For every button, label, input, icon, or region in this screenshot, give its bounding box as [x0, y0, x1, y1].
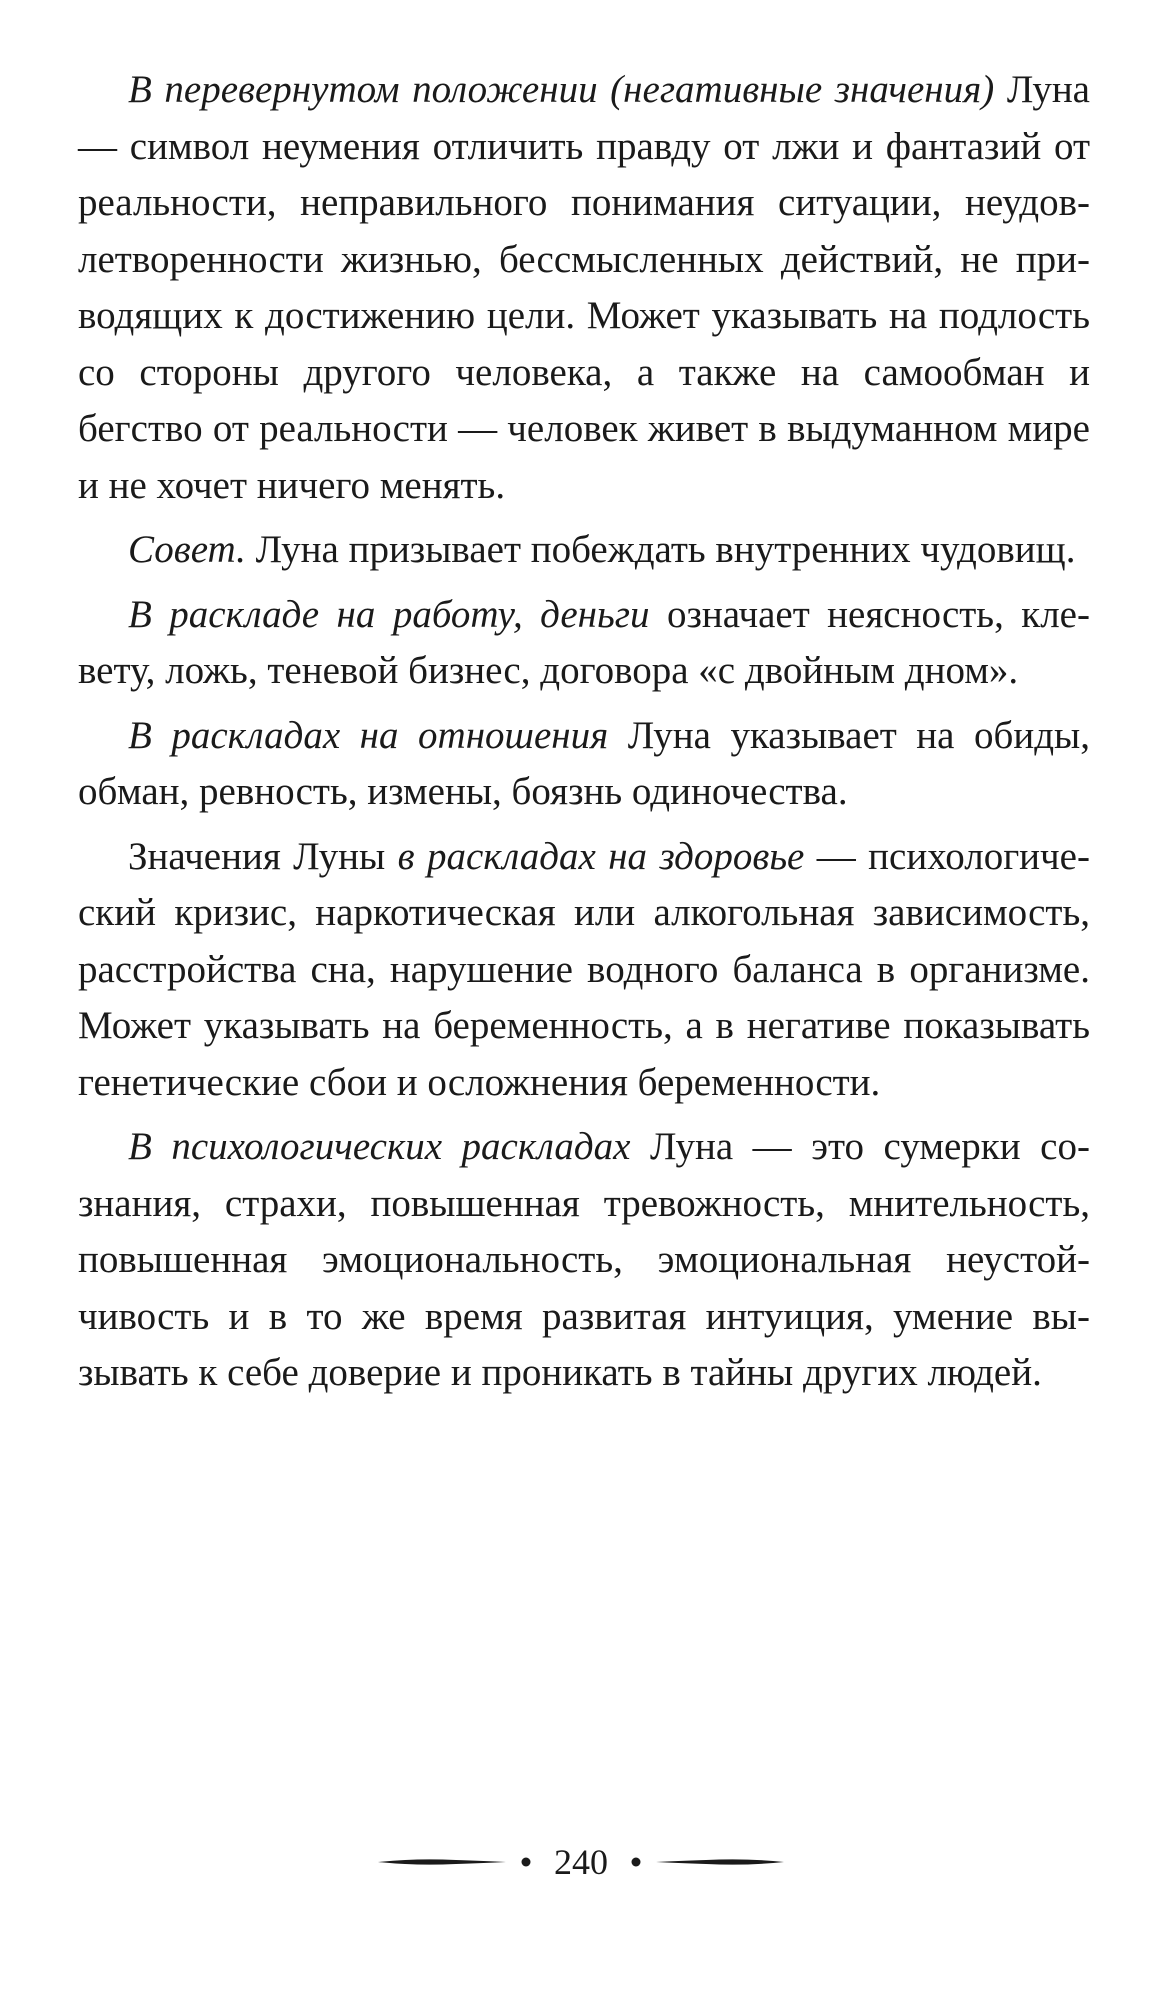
paragraph-italic-lead: В психологических раскладах — [128, 1125, 631, 1168]
left-ornament-icon — [376, 1852, 536, 1872]
paragraph-text: означает неясность, клевету, ложь, теневой бизнес, договора «с двойным дном». — [78, 592, 1090, 692]
paragraph-text: Луна указывает на обиды, обман, ревность, измены, боязнь одиночества. — [78, 713, 1090, 813]
paragraph-reversed — [78, 62, 1090, 514]
paragraph-italic-lead: Совет. — [128, 528, 246, 571]
paragraph-text: — психологический кризис, наркотическая или алкогольная зависимость, расстройства сна, нарушение водного баланса в организме. Может указывать на беременность, а в негативе показывать генетические сбои и осложнения беременности. — [78, 834, 1090, 1104]
paragraph-psychological — [78, 1119, 1090, 1402]
paragraph-italic-lead: В раскладах на отношения — [128, 713, 609, 757]
paragraph-italic-lead: В перевернутом положении (негативные значения) — [128, 68, 995, 111]
page-footer — [0, 1832, 1162, 1892]
paragraph-italic-lead: В раскладе на работу, деньги — [128, 592, 650, 636]
page-number: 240 — [554, 1842, 608, 1882]
paragraph-relationships — [78, 708, 1090, 821]
paragraph-text: Луна призывает побеждать внутренних чудовищ. — [245, 528, 1076, 571]
page-body — [78, 62, 1090, 1410]
paragraph-text: Луна — это сумерки сознания, страхи, повышенная тревожность, мнительность, повышенная эмоциональность, эмоциональная неустойчивость и в то же время развитая интуиция, умение вызывать к себе доверие и проникать в тайны других людей. — [78, 1125, 1090, 1394]
paragraph-text: Луна — символ неумения отличить правду от лжи и фантазий от реальности, неправильного понимания ситуации, неудовлетворенности жизнью, бессмысленных действий, не приводящих к достижению цели. Может указывать на подлость со стороны другого человека, а также на самообман и бегство от реальности — человек живет в выдуманном мире и не хочет ничего менять. — [78, 68, 1090, 507]
paragraph-advice — [78, 522, 1090, 579]
paragraph-health — [78, 829, 1090, 1112]
paragraph-italic-lead: в раскладах на здоровье — [397, 834, 805, 878]
paragraph-work-money — [78, 587, 1090, 700]
paragraph-text-pre: Значения Луны — [128, 834, 398, 878]
right-ornament-icon — [626, 1852, 786, 1872]
